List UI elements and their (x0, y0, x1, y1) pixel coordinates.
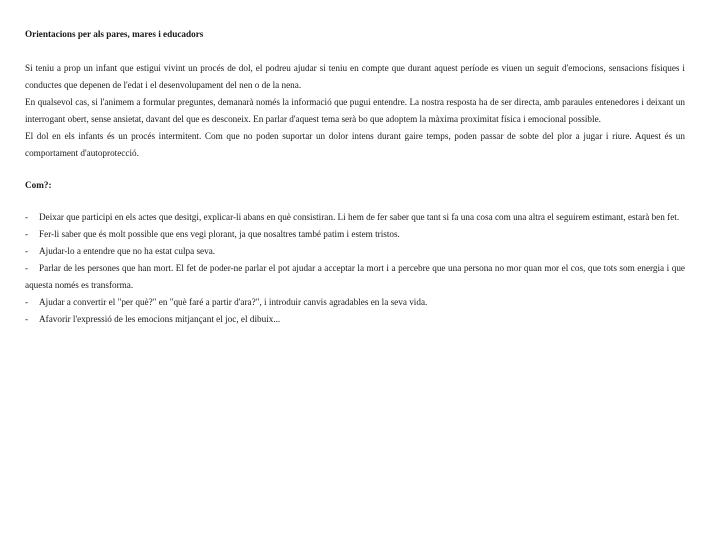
spacer (25, 162, 685, 177)
bullet-text: Parlar de les persones que han mort. El fet de poder-ne parlar el pot ajudar a acceptar la mort i a percebre que una persona no mor quan mor el cos, que tots som energia i que aquesta només es transforma. (25, 263, 685, 290)
document-page (25, 26, 685, 328)
bullet-dash: - (25, 212, 29, 222)
paragraph-3: El dol en els infants és un procés intermitent. Com que no poden suportar un dolor intens durant gaire temps, poden passar de sobte del plor a jugar i riure. Aquest és un comportament d'autoprotecció. (25, 131, 685, 158)
bullet-item-2 (25, 226, 685, 243)
spacer (25, 43, 685, 60)
spacer (25, 194, 685, 209)
bullet-text: Ajudar-lo a entendre que no ha estat culpa seva. (39, 246, 216, 256)
bullet-text: Fer-li saber que és molt possible que ens vegi plorant, ja que nosaltres també patim i estem tristos. (39, 229, 400, 239)
bullet-dash: - (25, 229, 29, 239)
document-heading: Orientacions per als pares, mares i educadors (25, 29, 204, 39)
bullet-item-6 (25, 311, 685, 328)
paragraph-2: En qualsevol cas, si l'animem a formular preguntes, demanarà només la informació que pugui entendre. La nostra resposta ha de ser directa, amb paraules entenedores i deixant un interrogant obert, sense ansietat, davant del que es desconeix. En parlar d'aquest tema serà bo que adoptem la màxima proximitat física i emocional possible. (25, 97, 685, 124)
bullet-dash: - (25, 263, 29, 273)
bullet-text: Ajudar a convertir el "per què?" en "què faré a partir d'ara?", i introduir canvis agradables en la seva vida. (39, 297, 428, 307)
bullet-item-1 (25, 209, 685, 226)
bullet-dash: - (25, 297, 29, 307)
paragraph-1: Si teniu a prop un infant que estigui vivint un procés de dol, el podreu ajudar si teniu en compte que durant aquest període es viuen un seguit d'emocions, sensacions físiques i conductes que depenen de l'edat i el desenvolupament del nen o de la nena. (25, 63, 685, 90)
bullet-item-3 (25, 243, 685, 260)
bullet-dash: - (25, 314, 29, 324)
bullet-item-4 (25, 260, 685, 294)
document-subheading: Com?: (25, 180, 52, 190)
bullet-text: Deixar que participi en els actes que desitgi, explicar-li abans en què consistiran. Li hem de fer saber que tant si fa una cosa com una altra el seguirem estimant, estarà ben fet. (39, 212, 680, 222)
bullet-item-5 (25, 294, 685, 311)
bullet-dash: - (25, 246, 29, 256)
bullet-text: Afavorir l'expressió de les emocions mitjançant el joc, el dibuix... (39, 314, 281, 324)
